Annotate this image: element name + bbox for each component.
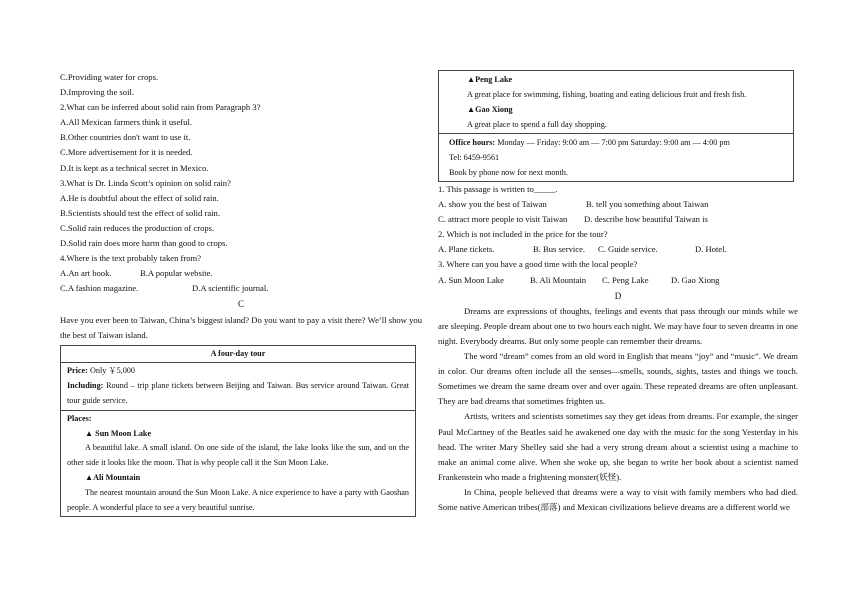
option: B. tell you something about Taiwan bbox=[586, 199, 709, 210]
tour-places-cell bbox=[61, 410, 416, 517]
option: B. Bus service. bbox=[533, 244, 586, 255]
right-column bbox=[438, 70, 798, 515]
place-name: ▲Peng Lake bbox=[467, 75, 513, 84]
option: A.An art book. bbox=[60, 268, 112, 279]
office-hours-value: Monday — Friday: 9:00 am — 7:00 pm Saturday: 9:00 am — 4:00 pm bbox=[495, 138, 730, 147]
option: A.All Mexican farmers think it useful. bbox=[60, 117, 192, 128]
paragraph: The word “dream” comes from an old word in English that means “joy” and “music”. We dream in color. Our dreams often include all the senses—smells, sounds, sights, tastes and things we touch. Sometimes we dream the same dream over and over again. These repeated dreams are often unpleasant. They are bad dreams that sometimes frighten us. bbox=[438, 351, 798, 407]
price-value: Only ￥5,000 bbox=[87, 366, 135, 376]
question-1: 1. This passage is written to_____. bbox=[438, 184, 558, 194]
paragraph: Artists, writers and scientists sometimes say they get ideas from dreams. For example, the singer Paul McCartney of the Beatles said he awakened one day with the music for the song Yesterday in his head. The writer Mary Shelley said she had a very strong dream about a scientist using a machine to make an animal come alive. When she woke up, she began to write her book about a scientist named Frankenstein who made a frightening monster(妖怪). bbox=[438, 411, 798, 482]
tour-office-cell bbox=[439, 134, 794, 182]
option: C.Solid rain reduces the production of crops. bbox=[60, 222, 215, 233]
option: D. Gao Xiong bbox=[671, 274, 720, 285]
option: C. Guide service. bbox=[598, 244, 658, 255]
place-description: A great place to spend a full day shopping. bbox=[467, 120, 607, 129]
option: C.A fashion magazine. bbox=[60, 283, 139, 294]
option: C. attract more people to visit Taiwan bbox=[438, 214, 568, 225]
tour-table-continued bbox=[438, 70, 794, 182]
option: C. Peng Lake bbox=[602, 274, 649, 285]
option: B.Scientists should test the effect of solid rain. bbox=[60, 207, 220, 218]
places-label: Places: bbox=[67, 413, 92, 423]
option: A. show you the best of Taiwan bbox=[438, 199, 547, 210]
section-heading: C bbox=[237, 299, 244, 310]
telephone: Tel: 6459-9561 bbox=[449, 153, 500, 162]
question-3: 3.What is Dr. Linda Scott’s opinion on solid rain? bbox=[60, 177, 231, 188]
option: D.A scientific journal. bbox=[192, 283, 269, 294]
left-column bbox=[60, 70, 422, 517]
including-value: Round – trip plane tickets between Beijing and Taiwan. Bus service around Taiwan. Great tour guide service. bbox=[67, 381, 409, 406]
paragraph: Dreams are expressions of thoughts, feelings and events that pass through our minds while we are sleeping. People dream about one to two hours each night. We may have four to seven dreams in one night. Everybody dreams. But only some people can remember their dreams. bbox=[438, 305, 798, 346]
question-2: 2.What can be inferred about solid rain from Paragraph 3? bbox=[60, 102, 261, 113]
question-3: 3. Where can you have a good time with the local people? bbox=[438, 259, 638, 270]
q2-options bbox=[438, 242, 798, 257]
including-label: Including: bbox=[67, 381, 104, 391]
q4-options-row-1 bbox=[60, 266, 422, 281]
tour-places-continued bbox=[439, 71, 794, 134]
option: B.A popular website. bbox=[140, 268, 213, 279]
q1-options-row-2 bbox=[438, 212, 798, 227]
place-description: The nearest mountain around the Sun Moon Lake. A nice experience to have a party with Gaoshan people. A wonderful place to see a very beautiful sunrise. bbox=[67, 487, 409, 512]
price-label: Price: bbox=[67, 366, 88, 376]
section-heading: D bbox=[614, 290, 622, 301]
tour-title: A four-day tour bbox=[61, 345, 416, 363]
option: A. Plane tickets. bbox=[438, 244, 495, 255]
booking-note: Book by phone now for next month. bbox=[449, 168, 568, 177]
paragraph: In China, people believed that dreams were a way to visit with family members who had died. Some native American tribes(部落) and Mexican civilizations believe dreams are a different world we bbox=[438, 486, 798, 512]
place-description: A beautiful lake. A small island. On one side of the island, the lake looks like the sun, and on the other side it looks like the moon. That is why people call it the Sun Moon Lake. bbox=[67, 443, 409, 468]
text-line: C.Providing water for crops. bbox=[60, 72, 159, 82]
option: C.More advertisement for it is needed. bbox=[60, 147, 193, 158]
tour-table bbox=[60, 345, 416, 518]
intro-paragraph: Have you ever been to Taiwan, China’s biggest island? Do you want to pay a visit there? We’ll show you the best of Taiwan island. bbox=[60, 314, 422, 340]
place-name: ▲ Sun Moon Lake bbox=[85, 428, 152, 438]
option: D.Solid rain does more harm than good to crops. bbox=[60, 238, 228, 249]
question-2: 2. Which is not included in the price for the tour? bbox=[438, 229, 608, 240]
option: D. describe how beautiful Taiwan is bbox=[584, 214, 708, 225]
place-description: A great place for swimming, fishing, boating and eating delicious fruit and fresh fish. bbox=[467, 90, 747, 99]
q1-options-row-1 bbox=[438, 197, 798, 212]
option: A. Sun Moon Lake bbox=[438, 274, 504, 285]
q3-options bbox=[438, 273, 798, 288]
option: D.It is kept as a technical secret in Mexico. bbox=[60, 162, 209, 173]
place-name: ▲Gao Xiong bbox=[467, 105, 513, 114]
option: D. Hotel. bbox=[695, 244, 727, 255]
tour-price-cell bbox=[61, 363, 416, 410]
option: B.Other countries don't want to use it. bbox=[60, 132, 191, 143]
place-name: ▲Ali Mountain bbox=[85, 473, 141, 483]
option: A.He is doubtful about the effect of solid rain. bbox=[60, 192, 219, 203]
question-4: 4.Where is the text probably taken from? bbox=[60, 253, 202, 264]
option: B. Ali Mountain bbox=[530, 274, 587, 285]
q4-options-row-2 bbox=[60, 281, 422, 296]
office-hours-label: Office hours: bbox=[449, 138, 496, 147]
text-line: D.Improving the soil. bbox=[60, 87, 134, 98]
